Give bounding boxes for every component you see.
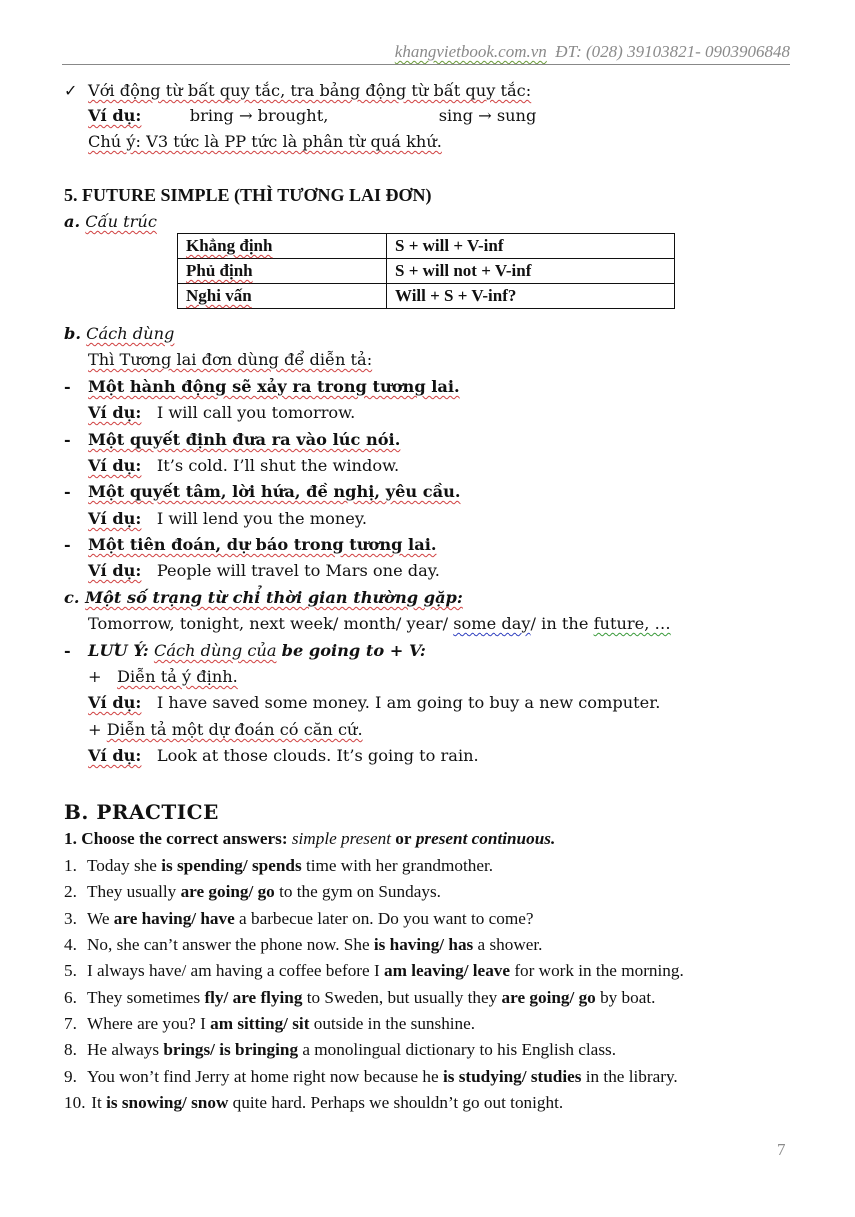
header-rule xyxy=(62,64,790,65)
page-number: 7 xyxy=(777,1140,786,1159)
exercise-text: a shower. xyxy=(473,935,543,954)
example-sing: sing → sung xyxy=(438,106,537,125)
section-5-title: 5. FUTURE SIMPLE (THÌ TƯƠNG LAI ĐƠN) xyxy=(64,185,432,205)
exercise-number: 3. xyxy=(64,909,77,928)
table-row xyxy=(178,259,675,284)
exercise-text: to Sweden, but usually they xyxy=(302,988,502,1007)
example-bring: bring → brought, xyxy=(189,106,329,125)
page-header xyxy=(62,42,790,62)
answer-choices: am sitting/ sit xyxy=(210,1014,310,1033)
header-site: khangvietbook.com.vn xyxy=(394,42,547,61)
exercise-number: 1. xyxy=(64,856,77,875)
note-line xyxy=(88,641,426,661)
structure-cell: S + will + V-inf xyxy=(395,236,504,255)
subsection-b-intro: Thì Tương lai đơn dùng để diễn tả: xyxy=(88,350,373,369)
subsection-a-title: Cấu trúc xyxy=(85,212,157,231)
example-text: I have saved some money. I am going to buy a new computer. xyxy=(156,693,661,712)
subsection-a-label: a. xyxy=(64,212,81,231)
exercise-number: 10. xyxy=(64,1093,86,1112)
going-example xyxy=(88,746,479,766)
exercise-text: by boat. xyxy=(595,988,656,1007)
exercise-text: You won’t find Jerry at home right now because he xyxy=(87,1067,443,1086)
subsection-c-heading xyxy=(64,588,463,608)
example-text: I will lend you the money. xyxy=(156,509,367,528)
example-text: People will travel to Mars one day. xyxy=(156,561,440,580)
table-row xyxy=(178,284,675,309)
use-example xyxy=(88,456,399,476)
exercise-number: 4. xyxy=(64,935,77,954)
note-label: LƯU Ý: xyxy=(88,641,149,660)
exercise-text: a monolingual dictionary to his English class. xyxy=(298,1040,616,1059)
exercise-number: 7. xyxy=(64,1014,77,1033)
time-adverbs-part: some day xyxy=(453,614,531,633)
form-cell: Nghi vấn xyxy=(186,286,252,305)
exercise-number: 9. xyxy=(64,1067,77,1086)
structure-cell: S + will not + V-inf xyxy=(395,261,532,280)
subsection-c-label: c. xyxy=(64,588,80,607)
task-text: or xyxy=(395,829,412,848)
exercise-number: 8. xyxy=(64,1040,77,1059)
task-text: Choose the correct answers: xyxy=(81,829,288,848)
structure-cell: Will + S + V-inf? xyxy=(395,286,517,305)
checkmark-icon: ✓ xyxy=(64,81,78,100)
answer-choices: is having/ has xyxy=(373,935,474,954)
time-adverbs-part: Tomorrow, tonight, next week/ month/ year/ xyxy=(88,614,454,633)
answer-choices: am leaving/ leave xyxy=(383,961,511,980)
subsection-b-title: Cách dùng xyxy=(86,324,175,343)
irregular-note-text: Với động từ bất quy tắc, tra bảng động từ bất quy tắc: xyxy=(88,81,532,100)
bullet-dash: - xyxy=(64,377,71,396)
time-adverbs xyxy=(88,614,671,634)
going-example xyxy=(88,693,660,713)
example-label: Ví dụ: xyxy=(88,106,142,125)
exercise-item xyxy=(64,988,655,1008)
form-cell: Khẳng định xyxy=(186,236,273,255)
going-use xyxy=(88,720,363,740)
example-label: Ví dụ: xyxy=(88,509,142,528)
exercise-text: He always xyxy=(87,1040,164,1059)
exercise-item xyxy=(64,882,441,902)
note-end: be going to + V: xyxy=(281,641,426,660)
example-label: Ví dụ: xyxy=(88,693,142,712)
task-text: simple present xyxy=(291,829,391,848)
example-label: Ví dụ: xyxy=(88,561,142,580)
use-title: Một hành động sẽ xảy ra trong tương lai. xyxy=(88,377,460,396)
subsection-b-heading xyxy=(64,324,174,344)
exercise-text: It xyxy=(87,1093,107,1112)
example-label: Ví dụ: xyxy=(88,746,142,765)
plus-mark: + xyxy=(88,667,102,686)
exercise-text: to the gym on Sundays. xyxy=(274,882,441,901)
example-text: Look at those clouds. It’s going to rain. xyxy=(156,746,479,765)
exercise-number: 2. xyxy=(64,882,77,901)
exercise-text: in the library. xyxy=(581,1067,678,1086)
use-title: Một tiên đoán, dự báo trong tương lai. xyxy=(88,535,437,554)
exercise-text: quite hard. Perhaps we shouldn’t go out tonight. xyxy=(228,1093,564,1112)
exercise-text: They sometimes xyxy=(87,988,205,1007)
header-contact: ĐT: (028) 39103821- 0903906848 xyxy=(555,42,790,61)
exercise-text: No, she can’t answer the phone now. She xyxy=(87,935,374,954)
answer-choices: are going/ go xyxy=(501,988,596,1007)
use-example xyxy=(88,403,355,423)
exercise-text: for work in the morning. xyxy=(510,961,684,980)
time-adverbs-part: future, … xyxy=(593,614,671,633)
practice-title: B. PRACTICE xyxy=(64,800,219,824)
exercise-item xyxy=(64,935,542,955)
bullet-dash: - xyxy=(64,482,71,501)
exercise-item xyxy=(64,1093,563,1113)
use-title: Một quyết tâm, lời hứa, đề nghị, yêu cầu. xyxy=(88,482,461,501)
answer-choices: is spending/ spends xyxy=(161,856,302,875)
example-label: Ví dụ: xyxy=(88,403,142,422)
table-row xyxy=(178,234,675,259)
exercise-item xyxy=(64,1040,616,1060)
answer-choices: is studying/ studies xyxy=(442,1067,582,1086)
task-number: 1. xyxy=(64,829,77,848)
bullet-dash: - xyxy=(64,430,71,449)
answer-choices: fly/ are flying xyxy=(204,988,303,1007)
going-use-text: Diễn tả ý định. xyxy=(117,667,238,686)
exercise-text: I always have/ am having a coffee before I xyxy=(87,961,384,980)
exercise-text: time with her grandmother. xyxy=(301,856,494,875)
irregular-example-line xyxy=(88,106,536,126)
use-example xyxy=(88,561,440,581)
example-text: I will call you tomorrow. xyxy=(156,403,356,422)
bullet-dash: - xyxy=(64,641,71,660)
answer-choices: are having/ have xyxy=(113,909,235,928)
task-text: present continuous. xyxy=(415,829,556,848)
exercise-item xyxy=(64,909,534,929)
exercise-text: a barbecue later on. Do you want to come? xyxy=(234,909,534,928)
form-cell: Phủ định xyxy=(186,261,253,280)
answer-choices: are going/ go xyxy=(180,882,275,901)
exercise-text: outside in the sunshine. xyxy=(309,1014,476,1033)
subsection-a-heading xyxy=(64,212,157,232)
example-text: It’s cold. I’ll shut the window. xyxy=(156,456,400,475)
plus-mark: + xyxy=(88,720,102,739)
use-example xyxy=(88,509,367,529)
going-use-text: Diễn tả một dự đoán có căn cứ. xyxy=(106,720,363,739)
irregular-note-remark: Chú ý: V3 tức là PP tức là phân từ quá khứ. xyxy=(88,132,442,151)
structure-table xyxy=(177,233,675,309)
time-adverbs-part: / in the xyxy=(530,614,594,633)
going-use xyxy=(88,667,238,687)
exercise-item xyxy=(64,856,493,876)
exercise-item xyxy=(64,1067,678,1087)
practice-task xyxy=(64,829,555,849)
answer-choices: brings/ is bringing xyxy=(163,1040,299,1059)
use-title: Một quyết định đưa ra vào lúc nói. xyxy=(88,430,401,449)
subsection-c-title: Một số trạng từ chỉ thời gian thường gặp: xyxy=(85,588,463,607)
exercise-number: 6. xyxy=(64,988,77,1007)
exercise-number: 5. xyxy=(64,961,77,980)
answer-choices: is snowing/ snow xyxy=(106,1093,229,1112)
exercise-text: Where are you? I xyxy=(87,1014,211,1033)
subsection-b-label: b. xyxy=(64,324,81,343)
example-label: Ví dụ: xyxy=(88,456,142,475)
note-mid: Cách dùng của xyxy=(153,641,277,660)
exercise-item xyxy=(64,1014,475,1034)
exercise-text: They usually xyxy=(87,882,181,901)
bullet-dash: - xyxy=(64,535,71,554)
exercise-text: Today she xyxy=(87,856,162,875)
exercise-text: We xyxy=(87,909,114,928)
exercise-item xyxy=(64,961,684,981)
